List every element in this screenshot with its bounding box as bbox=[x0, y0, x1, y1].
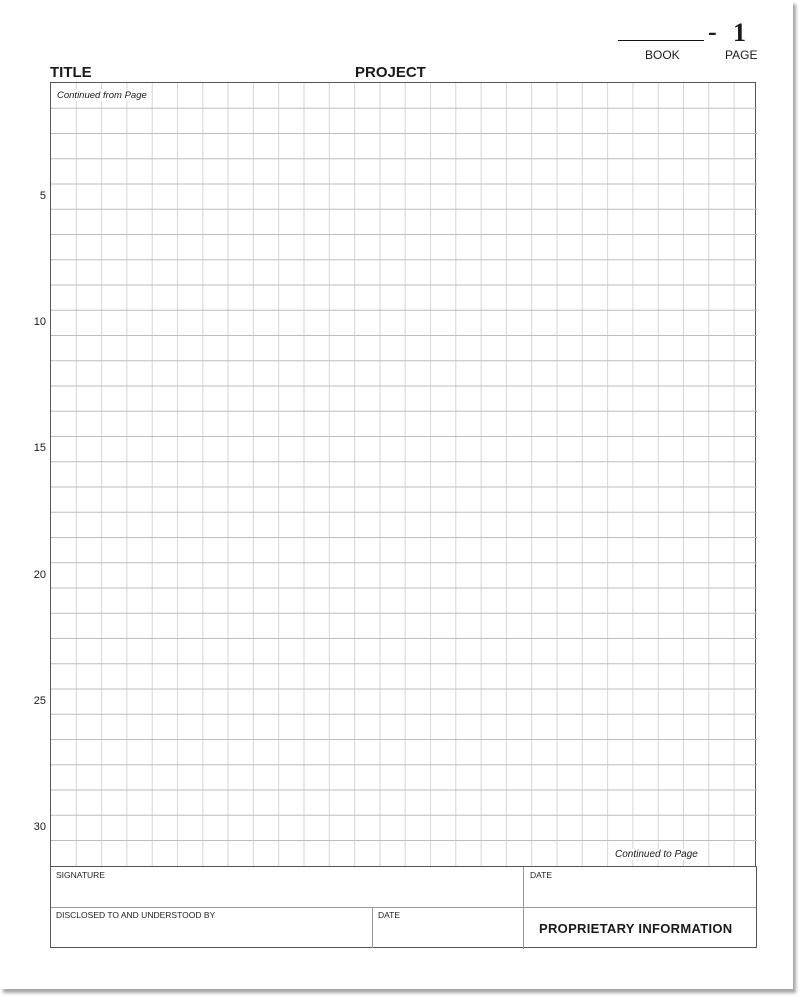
title-label: TITLE bbox=[50, 64, 92, 81]
row-number-15: 15 bbox=[33, 442, 46, 454]
book-page-separator: - bbox=[708, 17, 717, 46]
date-label-signature: DATE bbox=[530, 870, 553, 880]
footer-divider bbox=[51, 907, 756, 908]
book-number-blank[interactable] bbox=[618, 40, 704, 41]
continued-from-label: Continued from Page bbox=[57, 90, 147, 101]
proprietary-information-label: PROPRIETARY INFORMATION bbox=[539, 921, 733, 936]
continued-to-label: Continued to Page bbox=[615, 849, 698, 860]
book-label: BOOK bbox=[645, 48, 680, 62]
row-number-25: 25 bbox=[33, 695, 46, 707]
disclosed-label: DISCLOSED TO AND UNDERSTOOD BY bbox=[56, 910, 216, 920]
row-number-5: 5 bbox=[39, 190, 46, 202]
row-number-20: 20 bbox=[33, 569, 46, 581]
row-number-30: 30 bbox=[33, 821, 46, 833]
footer-vertical-divider bbox=[523, 867, 524, 949]
grid-lines bbox=[51, 83, 757, 867]
date-label-disclosed: DATE bbox=[378, 910, 401, 920]
footer-vertical-divider-lower bbox=[372, 907, 373, 948]
page-number: 1 bbox=[733, 18, 746, 47]
signature-block bbox=[50, 866, 757, 948]
signature-label: SIGNATURE bbox=[56, 870, 105, 880]
page-label: PAGE bbox=[725, 48, 758, 62]
grid-area[interactable] bbox=[50, 82, 756, 866]
row-number-10: 10 bbox=[33, 316, 46, 328]
project-label: PROJECT bbox=[355, 64, 426, 81]
